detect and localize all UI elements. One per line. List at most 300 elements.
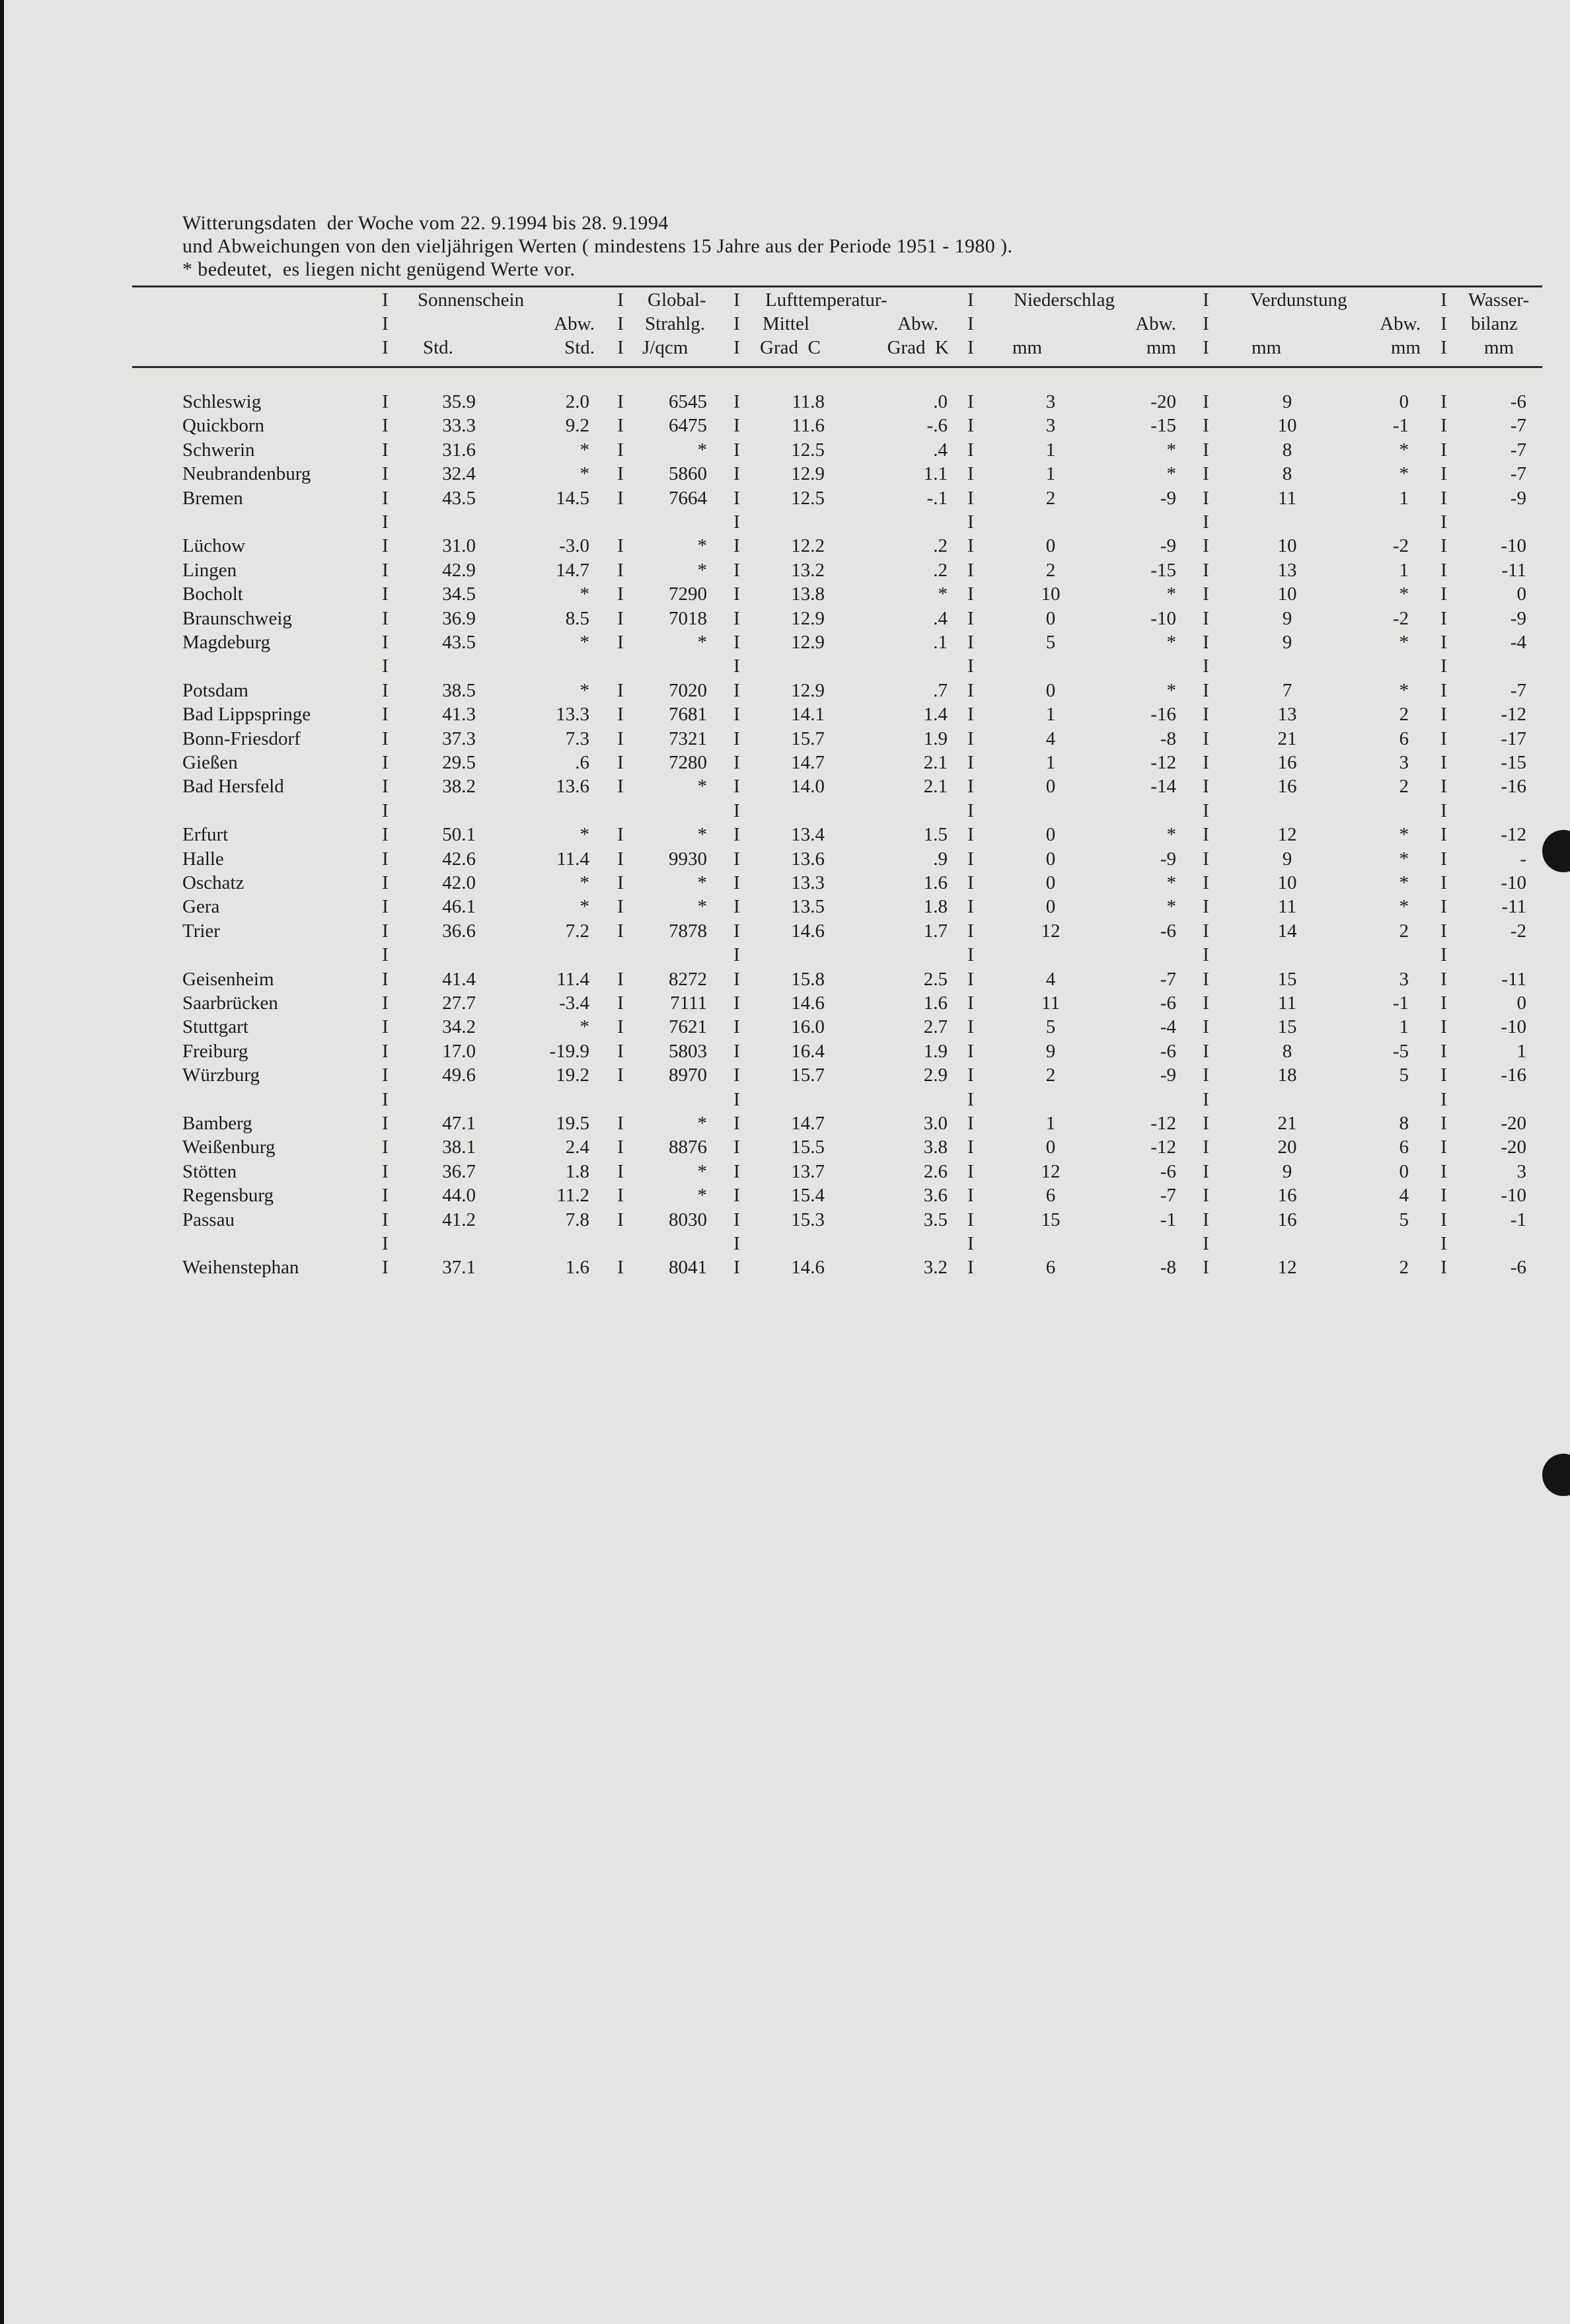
station-name: Würzburg [182, 1065, 260, 1086]
row-separator-1: I [382, 704, 389, 726]
punch-hole-lower [1542, 1454, 1570, 1496]
row-separator-1: I [382, 487, 389, 509]
water-balance: -9 [1510, 487, 1526, 509]
row-separator-4: I [967, 824, 974, 846]
precipitation-deviation: * [1166, 824, 1176, 846]
temperature-mean: 15.7 [791, 728, 825, 749]
spacer-separator-1: I [382, 800, 389, 821]
header-row-3-separator-5: I [1203, 337, 1209, 358]
station-name: Lingen [182, 559, 237, 581]
temperature-deviation: .1 [933, 632, 948, 653]
temperature-mean: 13.2 [791, 559, 825, 581]
row-separator-4: I [967, 993, 974, 1014]
spacer-separator-1: I [382, 1088, 389, 1110]
water-balance: -9 [1510, 607, 1526, 629]
row-separator-5: I [1203, 1160, 1209, 1182]
evaporation-mm: 14 [1277, 920, 1297, 942]
water-balance: -17 [1501, 728, 1526, 749]
temperature-mean: 14.0 [791, 776, 825, 798]
row-separator-3: I [733, 559, 740, 581]
row-separator-3: I [733, 920, 740, 942]
row-separator-4: I [967, 1113, 974, 1134]
water-balance: - [1520, 848, 1526, 870]
temperature-deviation: .2 [933, 535, 948, 557]
evaporation-mm: 11 [1278, 896, 1296, 918]
sunshine-hours: 32.4 [442, 463, 476, 485]
row-separator-3: I [733, 896, 740, 918]
temperature-deviation: 3.0 [923, 1113, 948, 1134]
header-row-1-separator-1: I [382, 289, 389, 311]
row-separator-3: I [733, 848, 740, 870]
precipitation-mm: 4 [1045, 728, 1056, 749]
precipitation-mm: 0 [1045, 872, 1056, 893]
header-row-2-separator-5: I [1203, 313, 1209, 334]
table-row [0, 1039, 1570, 1063]
row-separator-3: I [733, 415, 740, 437]
row-separator-2: I [617, 1209, 624, 1230]
evaporation-deviation: 1 [1399, 559, 1409, 581]
sunshine-hours: 43.5 [442, 487, 476, 509]
evaporation-mm: 21 [1277, 728, 1297, 749]
row-separator-4: I [967, 439, 974, 461]
precipitation-mm: 6 [1045, 1185, 1056, 1207]
row-separator-4: I [967, 391, 974, 412]
row-separator-3: I [733, 583, 740, 605]
evaporation-mm: 10 [1277, 583, 1297, 605]
station-name: Trier [182, 920, 220, 942]
spacer-separator-4: I [967, 511, 974, 533]
evaporation-deviation: 3 [1399, 968, 1409, 990]
spacer-separator-5: I [1203, 1233, 1209, 1254]
row-separator-3: I [733, 439, 740, 461]
row-separator-1: I [382, 535, 389, 557]
table-row [0, 727, 1570, 751]
precipitation-mm: 10 [1041, 583, 1061, 605]
row-separator-6: I [1440, 752, 1447, 773]
group-spacer-row [0, 654, 1570, 678]
row-separator-1: I [382, 728, 389, 749]
water-balance: -7 [1510, 439, 1526, 461]
precipitation-deviation: -9 [1160, 535, 1176, 557]
temperature-mean: 13.4 [791, 824, 825, 846]
temperature-mean: 11.6 [792, 415, 825, 437]
global-radiation: * [697, 559, 707, 581]
spacer-separator-5: I [1203, 1088, 1209, 1110]
station-name: Halle [182, 848, 224, 870]
sunshine-deviation: 1.6 [565, 1257, 589, 1279]
row-separator-6: I [1440, 1209, 1447, 1230]
precipitation-mm: 2 [1045, 1065, 1056, 1086]
evaporation-mm: 13 [1277, 559, 1297, 581]
evaporation-deviation: 5 [1399, 1209, 1409, 1230]
row-separator-1: I [382, 993, 389, 1014]
row-separator-4: I [967, 1257, 974, 1279]
spacer-separator-6: I [1440, 656, 1447, 677]
row-separator-3: I [733, 632, 740, 653]
row-separator-1: I [382, 872, 389, 893]
row-separator-1: I [382, 776, 389, 798]
water-balance: -2 [1510, 920, 1526, 942]
global-radiation: 6475 [669, 415, 707, 437]
row-separator-2: I [617, 848, 624, 870]
global-radiation: * [697, 824, 707, 846]
water-balance: -1 [1510, 1209, 1526, 1230]
header-row-2-separator-2: I [617, 313, 624, 334]
precipitation-deviation: -6 [1160, 1160, 1176, 1182]
row-separator-4: I [967, 848, 974, 870]
sunshine-deviation: * [579, 679, 589, 701]
water-balance: 0 [1516, 993, 1526, 1014]
precipitation-mm: 1 [1045, 752, 1056, 773]
sunshine-hours: 46.1 [442, 896, 476, 918]
row-separator-6: I [1440, 824, 1447, 846]
row-separator-1: I [382, 1137, 389, 1158]
sunshine-deviation: 7.2 [565, 920, 589, 942]
global-radiation: 7020 [669, 679, 707, 701]
header-precip-abw: Abw. [1135, 313, 1176, 334]
row-separator-3: I [733, 1257, 740, 1279]
row-separator-5: I [1203, 993, 1209, 1014]
row-separator-2: I [617, 728, 624, 749]
temperature-deviation: .7 [933, 679, 948, 701]
header-evap-abw-mm: mm [1390, 337, 1421, 358]
station-name: Braunschweig [182, 607, 292, 629]
header-sun-std: Std. [423, 337, 453, 358]
precipitation-mm: 2 [1045, 487, 1056, 509]
row-separator-4: I [967, 776, 974, 798]
row-separator-1: I [382, 1160, 389, 1182]
header-jqcm: J/qcm [642, 337, 689, 358]
row-separator-3: I [733, 704, 740, 726]
precipitation-deviation: -12 [1150, 752, 1176, 773]
header-strahlg: Strahlg. [645, 313, 706, 334]
row-separator-5: I [1203, 1137, 1209, 1158]
intro-line-3: * bedeutet, es liegen nicht genügend Werte vor. [182, 258, 576, 280]
precipitation-deviation: -14 [1150, 776, 1176, 798]
global-radiation: 8876 [669, 1137, 707, 1158]
spacer-separator-4: I [967, 1233, 974, 1254]
row-separator-6: I [1440, 848, 1447, 870]
global-radiation: 8272 [669, 968, 707, 990]
header-row-2 [0, 312, 1570, 336]
sunshine-deviation: 19.2 [556, 1065, 589, 1086]
header-row-1-separator-2: I [617, 289, 624, 311]
row-separator-2: I [617, 1065, 624, 1086]
precipitation-deviation: -9 [1160, 487, 1176, 509]
precipitation-mm: 11 [1041, 993, 1060, 1014]
precipitation-deviation: * [1166, 896, 1176, 918]
table-row [0, 438, 1570, 462]
row-separator-3: I [733, 607, 740, 629]
sunshine-deviation: 14.5 [556, 487, 589, 509]
precipitation-deviation: * [1166, 463, 1176, 485]
water-balance: -10 [1501, 535, 1526, 557]
header-precip-abw-mm: mm [1146, 337, 1176, 358]
table-row [0, 390, 1570, 414]
sunshine-hours: 47.1 [442, 1113, 476, 1134]
evaporation-deviation: 2 [1399, 776, 1409, 798]
precipitation-mm: 12 [1041, 1160, 1061, 1182]
temperature-deviation: 2.1 [923, 752, 948, 773]
water-balance: -10 [1501, 1185, 1526, 1207]
sunshine-deviation: * [579, 439, 589, 461]
spacer-separator-3: I [733, 656, 740, 677]
precipitation-mm: 2 [1045, 559, 1056, 581]
row-separator-6: I [1440, 1257, 1447, 1279]
row-separator-3: I [733, 872, 740, 893]
evaporation-deviation: * [1399, 632, 1409, 653]
row-separator-3: I [733, 968, 740, 990]
evaporation-mm: 11 [1278, 993, 1296, 1014]
header-evap-mm: mm [1252, 337, 1282, 358]
sunshine-hours: 38.5 [442, 679, 476, 701]
header-row-1 [0, 288, 1570, 312]
precipitation-deviation: -1 [1160, 1209, 1176, 1230]
water-balance: -6 [1510, 1257, 1526, 1279]
row-separator-6: I [1440, 487, 1447, 509]
station-name: Regensburg [182, 1185, 274, 1207]
table-row [0, 702, 1570, 726]
sunshine-hours: 27.7 [442, 993, 476, 1014]
station-name: Stötten [182, 1160, 237, 1182]
sunshine-deviation: 13.3 [556, 704, 589, 726]
sunshine-deviation: 8.5 [565, 607, 589, 629]
row-separator-3: I [733, 1113, 740, 1134]
row-separator-2: I [617, 824, 624, 846]
row-separator-4: I [967, 463, 974, 485]
evaporation-deviation: * [1399, 463, 1409, 485]
row-separator-6: I [1440, 872, 1447, 893]
sunshine-hours: 17.0 [442, 1040, 476, 1062]
header-sun-abw: Abw. [554, 313, 595, 334]
row-separator-1: I [382, 1185, 389, 1207]
row-separator-3: I [733, 1185, 740, 1207]
water-balance: -11 [1501, 968, 1526, 990]
temperature-mean: 13.7 [791, 1160, 825, 1182]
row-separator-6: I [1440, 1185, 1447, 1207]
station-name: Gießen [182, 752, 238, 773]
precipitation-mm: 0 [1045, 535, 1056, 557]
evaporation-deviation: 3 [1399, 752, 1409, 773]
table-row [0, 991, 1570, 1015]
header-mittel: Mittel [763, 313, 809, 334]
station-name: Magdeburg [182, 632, 271, 653]
row-separator-2: I [617, 752, 624, 773]
sunshine-hours: 42.9 [442, 559, 476, 581]
sunshine-deviation: 7.3 [565, 728, 589, 749]
spacer-separator-1: I [382, 1233, 389, 1254]
row-separator-2: I [617, 1160, 624, 1182]
row-separator-3: I [733, 1040, 740, 1062]
header-row-1-separator-3: I [733, 289, 740, 311]
row-separator-5: I [1203, 632, 1209, 653]
temperature-mean: 12.9 [791, 607, 825, 629]
row-separator-5: I [1203, 415, 1209, 437]
row-separator-2: I [617, 704, 624, 726]
row-separator-1: I [382, 824, 389, 846]
global-radiation: * [697, 872, 707, 893]
sunshine-hours: 37.3 [442, 728, 476, 749]
temperature-mean: 15.4 [791, 1185, 825, 1207]
row-separator-1: I [382, 583, 389, 605]
table-row [0, 1015, 1570, 1039]
precipitation-deviation: -6 [1160, 1040, 1176, 1062]
table-row [0, 486, 1570, 510]
temperature-deviation: 3.8 [923, 1137, 948, 1158]
temperature-mean: 15.8 [791, 968, 825, 990]
row-separator-6: I [1440, 776, 1447, 798]
global-radiation: 5803 [669, 1040, 707, 1062]
precipitation-deviation: -6 [1160, 920, 1176, 942]
temperature-deviation: 2.7 [923, 1016, 948, 1038]
row-separator-2: I [617, 1185, 624, 1207]
global-radiation: 7290 [669, 583, 707, 605]
temperature-deviation: 3.6 [923, 1185, 948, 1207]
group-spacer-row [0, 799, 1570, 823]
row-separator-2: I [617, 1257, 624, 1279]
temperature-deviation: 1.1 [923, 463, 948, 485]
sunshine-deviation: * [579, 872, 589, 893]
spacer-separator-1: I [382, 511, 389, 533]
row-separator-5: I [1203, 824, 1209, 846]
sunshine-deviation: 1.8 [565, 1160, 589, 1182]
station-name: Passau [182, 1209, 235, 1230]
precipitation-deviation: * [1166, 439, 1176, 461]
sunshine-deviation: * [579, 463, 589, 485]
evaporation-mm: 15 [1277, 1016, 1297, 1038]
evaporation-mm: 7 [1282, 679, 1292, 701]
evaporation-deviation: * [1399, 848, 1409, 870]
row-separator-3: I [733, 463, 740, 485]
station-name: Saarbrücken [182, 993, 278, 1014]
row-separator-4: I [967, 632, 974, 653]
table-top-rule [132, 285, 1542, 287]
row-separator-3: I [733, 535, 740, 557]
global-radiation: 7018 [669, 607, 707, 629]
global-radiation: * [697, 776, 707, 798]
precipitation-mm: 1 [1045, 1113, 1056, 1134]
temperature-mean: 16.4 [791, 1040, 825, 1062]
header-row-3-separator-4: I [967, 337, 974, 358]
header-sun-abw-std: Std. [564, 337, 595, 358]
row-separator-4: I [967, 679, 974, 701]
row-separator-1: I [382, 1209, 389, 1230]
row-separator-2: I [617, 993, 624, 1014]
water-balance: -7 [1510, 463, 1526, 485]
row-separator-6: I [1440, 439, 1447, 461]
row-separator-4: I [967, 704, 974, 726]
sunshine-deviation: 9.2 [565, 415, 589, 437]
row-separator-6: I [1440, 1065, 1447, 1086]
header-row-1-separator-5: I [1203, 289, 1209, 311]
sunshine-deviation: 19.5 [556, 1113, 589, 1134]
row-separator-6: I [1440, 679, 1447, 701]
row-separator-3: I [733, 1160, 740, 1182]
temperature-deviation: 2.5 [923, 968, 948, 990]
row-separator-2: I [617, 896, 624, 918]
table-row [0, 919, 1570, 943]
global-radiation: 5860 [669, 463, 707, 485]
row-separator-4: I [967, 415, 974, 437]
group-spacer-row [0, 1088, 1570, 1111]
temperature-mean: 14.7 [791, 752, 825, 773]
global-radiation: 8041 [669, 1257, 707, 1279]
temperature-deviation: .0 [933, 391, 948, 412]
row-separator-1: I [382, 415, 389, 437]
sunshine-hours: 35.9 [442, 391, 476, 412]
header-bilanz: bilanz [1471, 313, 1518, 334]
water-balance: -7 [1510, 679, 1526, 701]
sunshine-deviation: * [579, 583, 589, 605]
evaporation-mm: 10 [1277, 872, 1297, 893]
station-name: Stuttgart [182, 1016, 248, 1038]
global-radiation: 7280 [669, 752, 707, 773]
sunshine-deviation: * [579, 896, 589, 918]
temperature-mean: 12.9 [791, 679, 825, 701]
temperature-mean: 12.2 [791, 535, 825, 557]
station-name: Gera [182, 896, 220, 918]
row-separator-3: I [733, 487, 740, 509]
evaporation-mm: 16 [1277, 752, 1297, 773]
temperature-mean: 15.7 [791, 1065, 825, 1086]
row-separator-4: I [967, 1160, 974, 1182]
row-separator-2: I [617, 1016, 624, 1038]
precipitation-mm: 0 [1045, 824, 1056, 846]
sunshine-deviation: * [579, 824, 589, 846]
global-radiation: 7878 [669, 920, 707, 942]
table-row [0, 1183, 1570, 1207]
row-separator-4: I [967, 968, 974, 990]
evaporation-deviation: 5 [1399, 1065, 1409, 1086]
header-row-3-separator-1: I [382, 337, 389, 358]
row-separator-6: I [1440, 920, 1447, 942]
temperature-mean: 11.8 [792, 391, 825, 412]
water-balance: -20 [1501, 1113, 1526, 1134]
spacer-separator-5: I [1203, 511, 1209, 533]
row-separator-2: I [617, 1040, 624, 1062]
sunshine-hours: 50.1 [442, 824, 476, 846]
table-row [0, 679, 1570, 702]
evaporation-deviation: -1 [1392, 993, 1409, 1014]
row-separator-3: I [733, 679, 740, 701]
row-separator-3: I [733, 1016, 740, 1038]
evaporation-deviation: 8 [1399, 1113, 1409, 1134]
precipitation-mm: 15 [1041, 1209, 1061, 1230]
evaporation-mm: 9 [1282, 391, 1292, 412]
station-name: Oschatz [182, 872, 244, 893]
sunshine-hours: 38.1 [442, 1137, 476, 1158]
station-name: Schleswig [182, 391, 262, 412]
precipitation-deviation: -12 [1150, 1113, 1176, 1134]
row-separator-4: I [967, 920, 974, 942]
global-radiation: 7664 [669, 487, 707, 509]
sunshine-hours: 36.7 [442, 1160, 476, 1182]
row-separator-2: I [617, 1113, 624, 1134]
row-separator-5: I [1203, 704, 1209, 726]
precipitation-deviation: -7 [1160, 1185, 1176, 1207]
row-separator-1: I [382, 1016, 389, 1038]
spacer-separator-5: I [1203, 944, 1209, 966]
row-separator-6: I [1440, 632, 1447, 653]
row-separator-1: I [382, 1257, 389, 1279]
header-row-3-separator-6: I [1440, 337, 1447, 358]
global-radiation: * [697, 1185, 707, 1207]
table-row [0, 1208, 1570, 1232]
global-radiation: 7621 [669, 1016, 707, 1038]
station-name: Geisenheim [182, 968, 274, 990]
header-row-2-separator-3: I [733, 313, 740, 334]
sunshine-deviation: .6 [575, 752, 589, 773]
